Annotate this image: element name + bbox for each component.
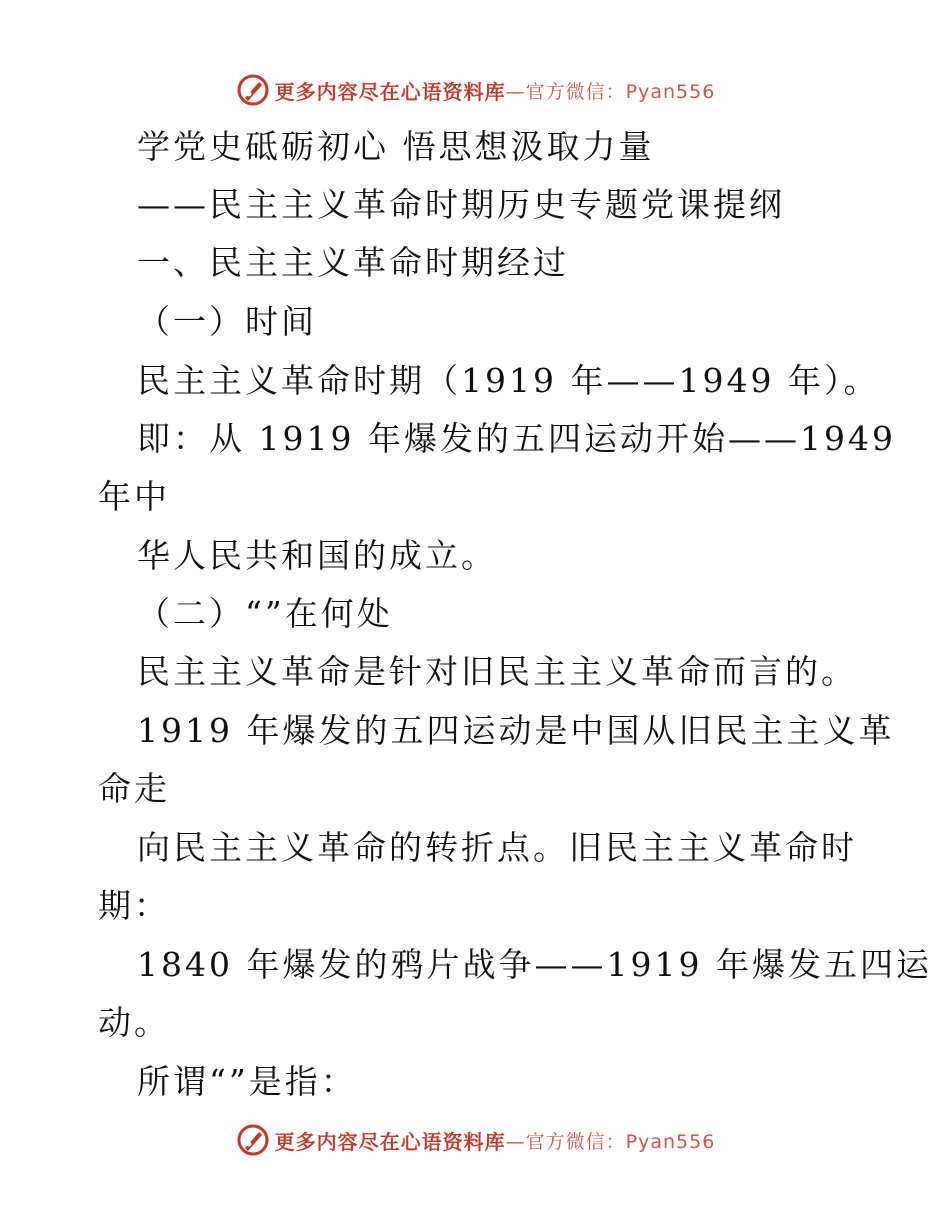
pen-circle-icon xyxy=(235,1122,271,1158)
subsection-heading-time: （一）时间 xyxy=(137,302,317,341)
paragraph-line: 向民主主义革命的转折点。旧民主主义革命时 xyxy=(137,828,857,867)
watermark-sub-text: —官方微信：Pyan556 xyxy=(505,80,716,103)
paragraph-line: 1919 年爆发的五四运动是中国从旧民主主义革 xyxy=(137,711,895,750)
watermark-banner-top xyxy=(0,70,950,110)
section-heading-1: 一、民主主义革命时期经过 xyxy=(137,243,569,282)
doc-title: 学党史砥砺初心 悟思想汲取力量 xyxy=(137,127,655,166)
paragraph-line: 民主主义革命时期（1919 年——1949 年）。 xyxy=(137,361,880,400)
doc-subtitle: ——民主主义革命时期历史专题党课提纲 xyxy=(137,185,785,224)
watermark-main-text: 更多内容尽在心语资料库 xyxy=(274,79,506,104)
paragraph-line: 民主主义革命是针对旧民主主义革命而言的。 xyxy=(137,652,857,691)
paragraph-line: 即：从 1919 年爆发的五四运动开始——1949 xyxy=(137,419,896,458)
watermark-banner-bottom xyxy=(0,1120,950,1160)
paragraph-line: 动。 xyxy=(98,1003,170,1042)
paragraph-line: 命走 xyxy=(98,769,170,808)
paragraph-line: 所谓“”是指： xyxy=(137,1062,357,1101)
watermark-sub-text: —官方微信：Pyan556 xyxy=(505,1130,716,1153)
watermark-main-text: 更多内容尽在心语资料库 xyxy=(274,1129,506,1154)
paragraph-line: 1840 年爆发的鸦片战争——1919 年爆发五四运 xyxy=(137,945,932,984)
pen-circle-icon xyxy=(235,72,271,108)
paragraph-line: 华人民共和国的成立。 xyxy=(137,536,497,575)
paragraph-line: 年中 xyxy=(98,477,170,516)
paragraph-line: 期： xyxy=(98,886,170,925)
subsection-heading-where: （二）“”在何处 xyxy=(137,594,393,633)
